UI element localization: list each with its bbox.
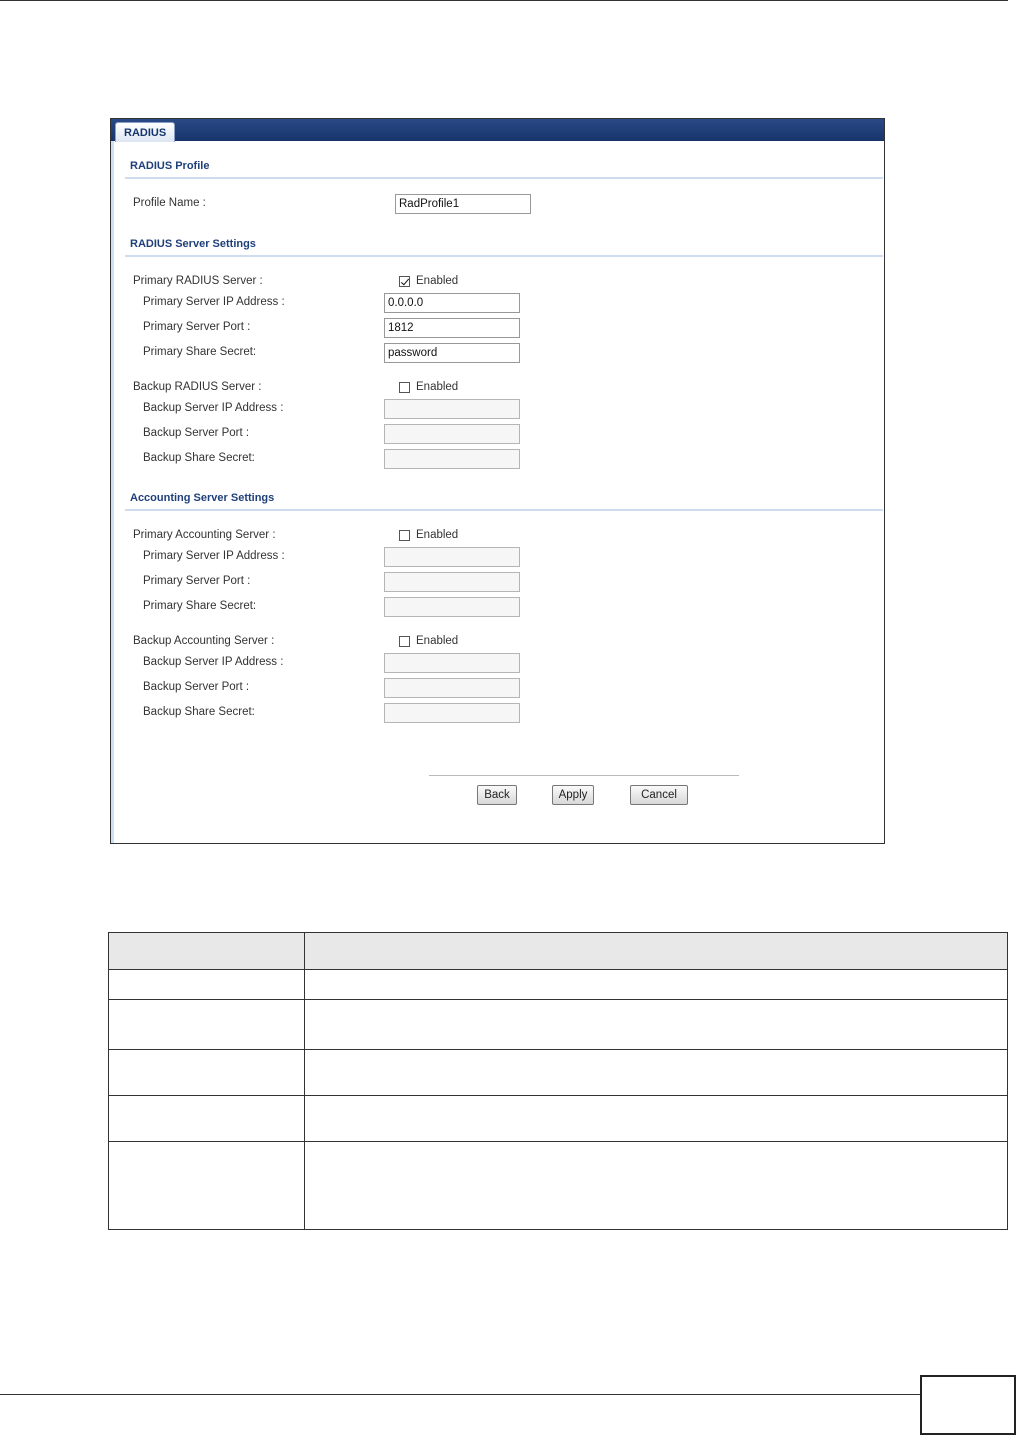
backup-server-ip-label: Backup Server IP Address : [143, 402, 284, 414]
checkbox-unchecked-icon[interactable] [399, 382, 410, 393]
table-row-divider [109, 999, 1007, 1000]
section-title-radius-server: RADIUS Server Settings [130, 238, 256, 250]
button-divider [429, 775, 739, 776]
table-header-row [109, 933, 1007, 970]
backup-radius-server-label: Backup RADIUS Server : [133, 381, 262, 393]
backup-radius-enabled-checkbox[interactable] [399, 381, 458, 393]
enabled-label: Enabled [416, 529, 459, 541]
back-button[interactable]: Back [477, 785, 517, 805]
acct-primary-share-secret-label: Primary Share Secret: [143, 600, 257, 612]
section-divider [125, 177, 883, 179]
description-table [108, 932, 1008, 1230]
section-title-accounting-server: Accounting Server Settings [130, 492, 275, 504]
backup-server-port-label: Backup Server Port : [143, 427, 250, 439]
page-bottom-rule [0, 1394, 920, 1395]
backup-accounting-server-label: Backup Accounting Server : [133, 635, 275, 647]
profile-name-input[interactable]: RadProfile1 [395, 194, 531, 214]
backup-accounting-enabled-checkbox[interactable] [399, 635, 458, 647]
enabled-label: Enabled [416, 635, 459, 647]
table-column-divider [304, 933, 305, 1229]
acct-primary-server-port-input[interactable] [384, 572, 520, 592]
cancel-button[interactable]: Cancel [630, 785, 688, 805]
primary-radius-enabled-checkbox[interactable] [399, 275, 458, 287]
radius-screenshot [110, 118, 885, 844]
primary-radius-server-label: Primary RADIUS Server : [133, 275, 263, 287]
backup-server-ip-input[interactable] [384, 399, 520, 419]
section-divider [125, 255, 883, 257]
acct-primary-server-port-label: Primary Server Port : [143, 575, 251, 587]
primary-server-port-label: Primary Server Port : [143, 321, 251, 333]
page-top-rule [0, 0, 1008, 1]
primary-accounting-enabled-checkbox[interactable] [399, 529, 458, 541]
backup-server-port-input[interactable] [384, 424, 520, 444]
backup-share-secret-label: Backup Share Secret: [143, 452, 255, 464]
acct-primary-share-secret-input[interactable] [384, 597, 520, 617]
backup-share-secret-input[interactable] [384, 449, 520, 469]
checkbox-unchecked-icon[interactable] [399, 636, 410, 647]
profile-name-label: Profile Name : [133, 197, 206, 209]
primary-share-secret-label: Primary Share Secret: [143, 346, 257, 358]
table-row-divider [109, 1049, 1007, 1050]
acct-primary-server-ip-label: Primary Server IP Address : [143, 550, 285, 562]
primary-share-secret-input[interactable]: password [384, 343, 520, 363]
primary-accounting-server-label: Primary Accounting Server : [133, 529, 276, 541]
primary-server-port-input[interactable]: 1812 [384, 318, 520, 338]
primary-server-ip-input[interactable]: 0.0.0.0 [384, 293, 520, 313]
acct-backup-server-ip-input[interactable] [384, 653, 520, 673]
acct-backup-server-port-label: Backup Server Port : [143, 681, 250, 693]
left-accent-bar [111, 141, 114, 844]
table-row-divider [109, 1141, 1007, 1142]
checkbox-checked-icon[interactable] [399, 276, 410, 287]
checkbox-unchecked-icon[interactable] [399, 530, 410, 541]
enabled-label: Enabled [416, 381, 459, 393]
acct-backup-server-ip-label: Backup Server IP Address : [143, 656, 284, 668]
section-title-radius-profile: RADIUS Profile [130, 160, 210, 172]
tab-bar [111, 119, 884, 141]
tab-radius[interactable]: RADIUS [115, 122, 175, 142]
acct-backup-share-secret-input[interactable] [384, 703, 520, 723]
enabled-label: Enabled [416, 275, 459, 287]
acct-backup-server-port-input[interactable] [384, 678, 520, 698]
primary-server-ip-label: Primary Server IP Address : [143, 296, 285, 308]
table-row-divider [109, 1095, 1007, 1096]
acct-primary-server-ip-input[interactable] [384, 547, 520, 567]
apply-button[interactable]: Apply [552, 785, 594, 805]
acct-backup-share-secret-label: Backup Share Secret: [143, 706, 255, 718]
page-number-box [920, 1375, 1016, 1435]
section-divider [125, 509, 883, 511]
